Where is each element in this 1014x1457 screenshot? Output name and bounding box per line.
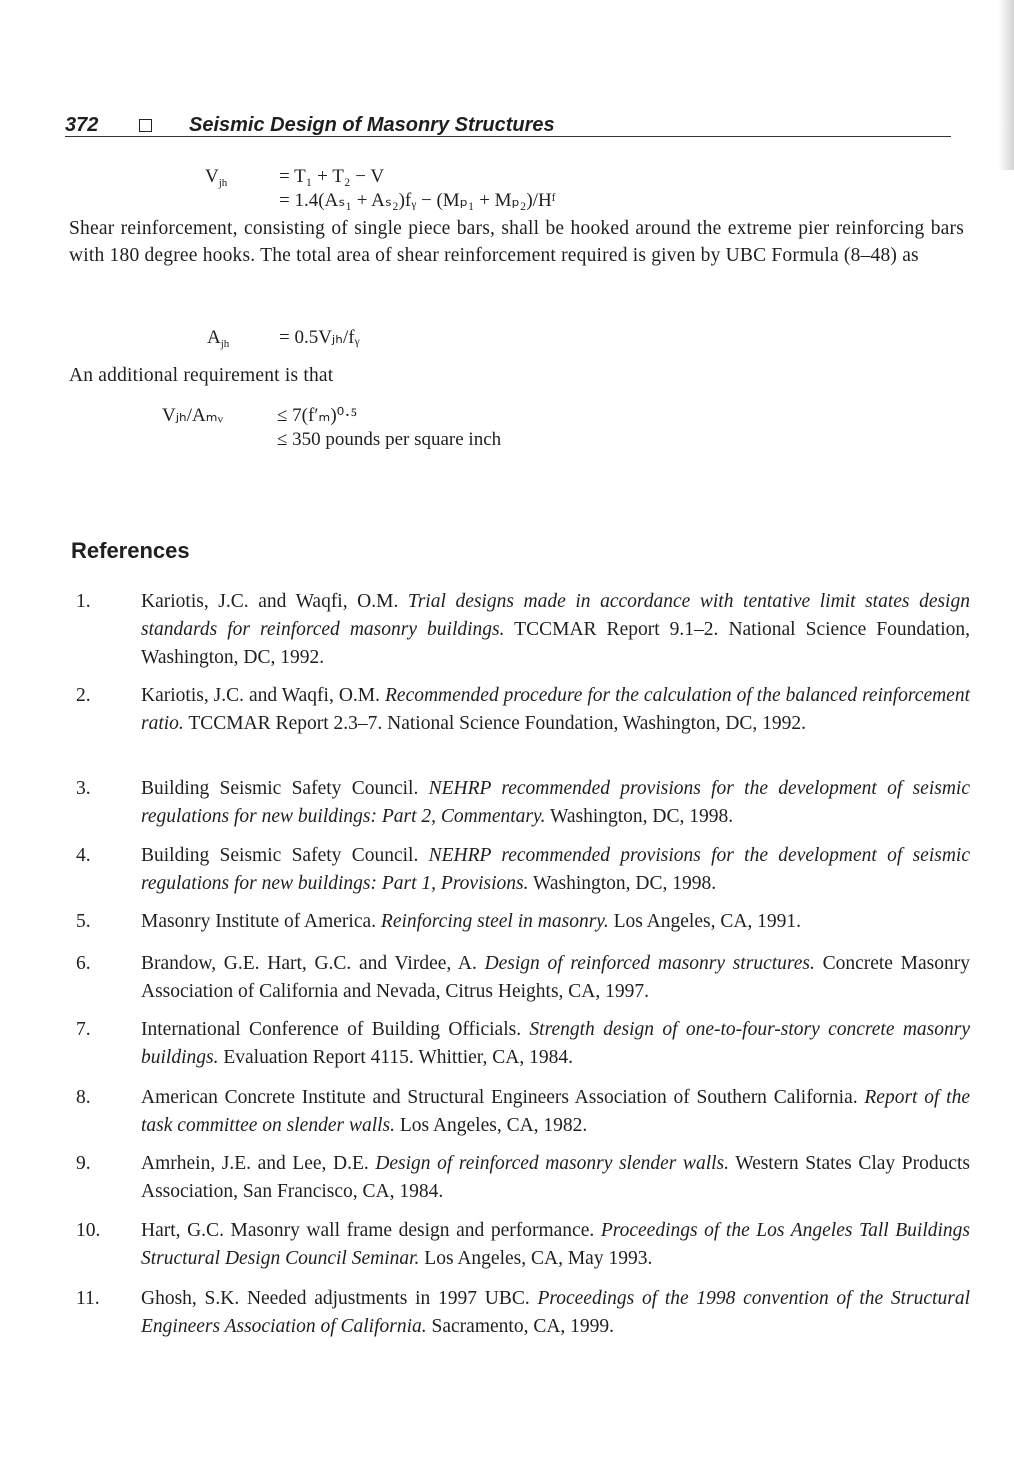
reference-number: 1. [76,591,91,612]
reference-authors: Ghosh, S.K. Needed adjustments in 1997 UBC. [141,1288,538,1309]
reference-source: Los Angeles, CA, 1991. [608,911,802,932]
eq1-lhs-symbol: V [205,166,219,187]
reference-number: 6. [76,953,91,974]
equation-1-lhs [205,166,227,194]
reference-authors: Building Seismic Safety Council. [141,845,429,866]
equation-2-lhs [207,327,229,355]
references-heading: References [71,538,190,563]
reference-number: 3. [76,778,91,799]
reference-authors: Kariotis, J.C. and Waqfi, O.M. [141,591,408,612]
reference-title: Proceedings of the 1998 convention of the Structural Engineers Association of California. [141,1288,970,1337]
reference-authors: American Concrete Institute and Structural Engineers Association of Southern California. [141,1087,865,1108]
reference-title: NEHRP recommended provisions for the development of seismic regulations for new buildings: Part 2, Commentary. [141,778,970,827]
reference-number: 11. [76,1288,100,1309]
paragraph-additional-requirement: An additional requirement is that [69,365,334,386]
equation-2-rhs: = 0.5Vⱼₕ/fᵧ [279,327,360,348]
reference-authors: Masonry Institute of America. [141,911,381,932]
reference-authors: Building Seismic Safety Council. [141,778,429,799]
reference-title: Trial designs made in accordance with tentative limit states design standards for reinforced masonry buildings. [141,591,970,640]
reference-text [141,908,970,936]
paragraph-shear-reinforcement: Shear reinforcement, consisting of single piece bars, shall be hooked around the extreme pier reinforcing bars with 180 degree hooks. The total area of shear reinforcement required is given by UBC Formula (8–48) as [69,218,964,266]
reference-title: Strength design of one-to-four-story concrete masonry buildings. [141,1019,970,1068]
reference-title: Proceedings of the Los Angeles Tall Buildings Structural Design Council Seminar. [141,1220,970,1269]
reference-title: Recommended procedure for the calculation of the balanced reinforcement ratio. [141,685,970,734]
reference-text [141,1016,970,1072]
reference-source: TCCMAR Report 2.3–7. National Science Foundation, Washington, DC, 1992. [183,713,807,734]
reference-text [141,842,970,898]
reference-number: 4. [76,845,91,866]
reference-authors: International Conference of Building Officials. [141,1019,530,1040]
reference-authors: Hart, G.C. Masonry wall frame design and performance. [141,1220,601,1241]
page-number: 372 [65,114,99,136]
eq1-lhs-subscript: jh [218,177,228,189]
reference-source: Los Angeles, CA, 1982. [395,1115,588,1136]
equation-3-line-1: ≤ 7(f′ₘ)⁰·⁵ [277,405,358,426]
equation-3-line-2: ≤ 350 pounds per square inch [277,429,502,450]
reference-number: 7. [76,1019,91,1040]
equation-1-line-2: = 1.4(Aₛ₁ + Aₛ₂)fᵧ − (Mₚ₁ + Mₚ₂)/Hᶠ [279,190,556,211]
equation-3-lhs: Vⱼₕ/Aₘᵥ [162,405,224,426]
running-title: Seismic Design of Masonry Structures [189,114,555,136]
reference-text [141,1217,970,1273]
reference-source: Washington, DC, 1998. [528,873,717,894]
equation-1-line-1: = T₁ + T₂ − V [279,166,385,187]
reference-title: Report of the task committee on slender walls. [141,1087,970,1136]
reference-authors: Kariotis, J.C. and Waqfi, O.M. [141,685,385,706]
reference-number: 8. [76,1087,91,1108]
reference-source: Washington, DC, 1998. [545,806,734,827]
reference-source: Concrete Masonry Association of California and Nevada, Citrus Heights, CA, 1997. [141,953,970,1002]
reference-source: TCCMAR Report 9.1–2. National Science Foundation, Washington, DC, 1992. [141,619,970,668]
reference-title: Reinforcing steel in masonry. [380,911,609,932]
reference-authors: Brandow, G.E. Hart, G.C. and Virdee, A. [141,953,485,974]
reference-number: 10. [76,1220,101,1241]
reference-source: Western States Clay Products Association, San Francisco, CA, 1984. [141,1153,970,1202]
scan-edge-shadow [998,0,1014,170]
reference-text [141,950,970,1006]
eq2-lhs-symbol: A [207,327,221,348]
running-head [65,114,951,137]
reference-text [141,1150,970,1206]
reference-number: 5. [76,911,91,932]
reference-text [141,775,970,831]
reference-number: 9. [76,1153,91,1174]
reference-number: 2. [76,685,91,706]
reference-authors: Amrhein, J.E. and Lee, D.E. [141,1153,376,1174]
reference-source: Evaluation Report 4115. Whittier, CA, 1984. [218,1047,573,1068]
reference-title: Design of reinforced masonry structures. [484,953,815,974]
reference-title: NEHRP recommended provisions for the development of seismic regulations for new buildings: Part 1, Provisions. [141,845,970,894]
reference-text [141,682,970,738]
reference-text [141,588,970,672]
reference-text [141,1084,970,1140]
eq2-lhs-subscript: jh [220,338,230,350]
reference-source: Sacramento, CA, 1999. [426,1316,615,1337]
reference-text [141,1285,970,1341]
reference-source: Los Angeles, CA, May 1993. [419,1248,653,1269]
square-icon [139,119,152,132]
reference-title: Design of reinforced masonry slender walls. [375,1153,729,1174]
